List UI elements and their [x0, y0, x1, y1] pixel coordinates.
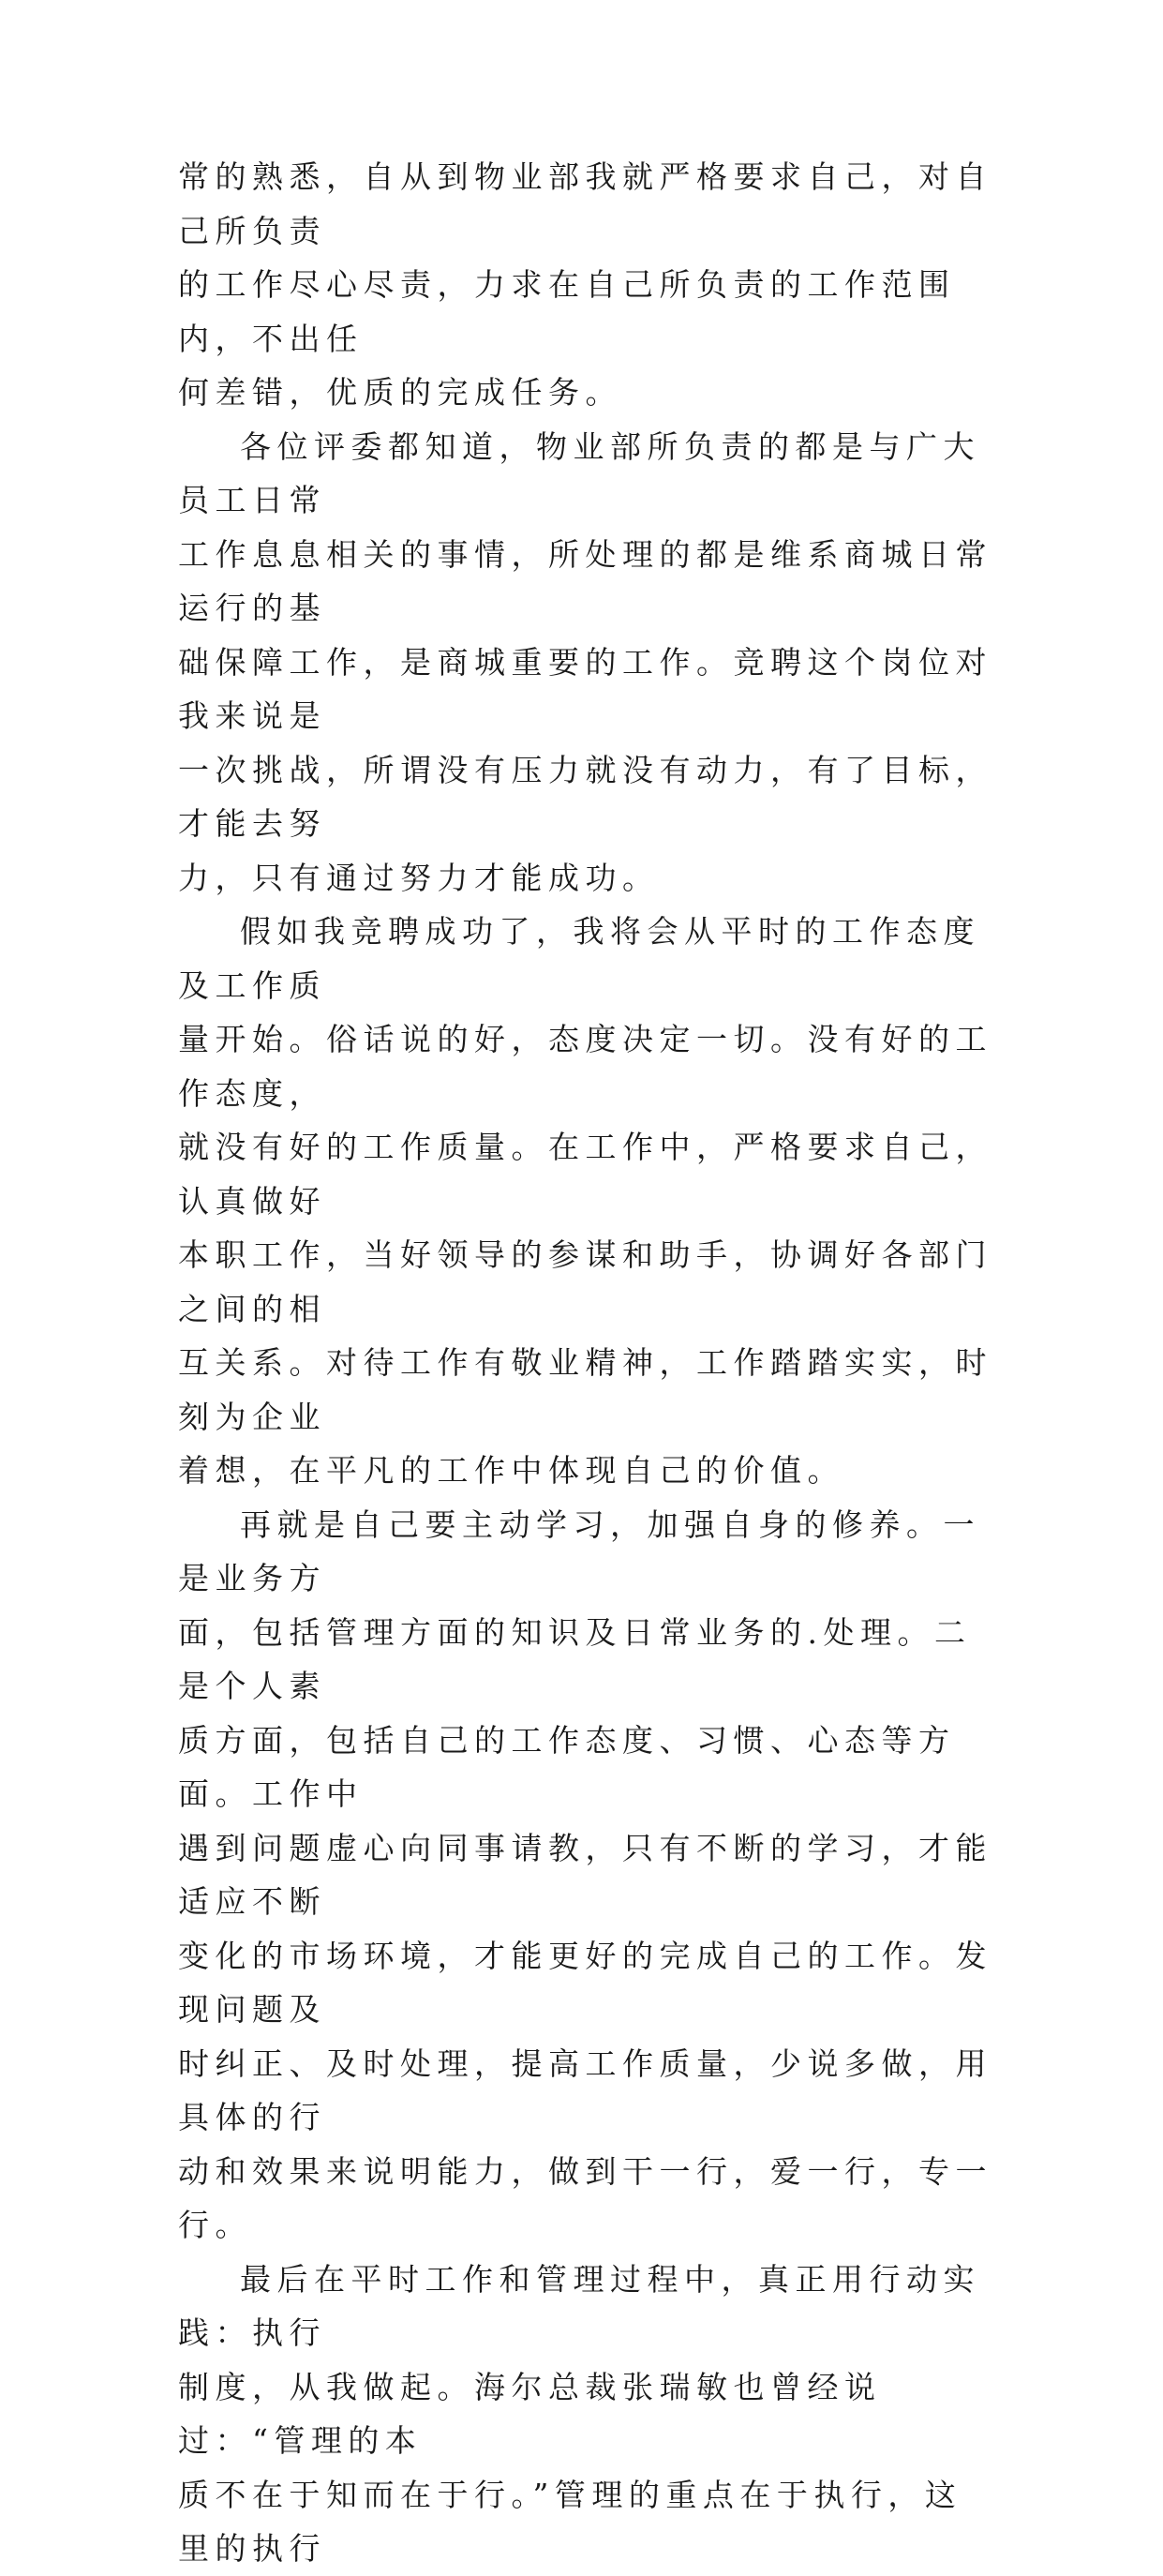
paragraph-4: 再就是自己要主动学习，加强自身的修养。一是业务方 面，包括管理方面的知识及日常业务的.处理。二是个人素 质方面，包括自己的工作态度、习惯、心态等方面。工作中 遇到问题虚心向同事请教，只有不断的学习，才能适应不断 变化的市场环境，才能更好的完成自己的工作。发现问题及 时纠正、及时处理，提高工作质量，少说多做，用具体的行 动和效果来说明能力，做到干一行，爱一行，专一行。 — [178, 1505, 992, 2243]
paragraph-5: 最后在平时工作和管理过程中，真正用行动实践：执行 制度，从我做起。海尔总裁张瑞敏也曾经说过：“管理的本 质不在于知而在于行。”管理的重点在于执行，这里的执行 — [178, 2260, 980, 2567]
paragraph-3: 假如我竞聘成功了，我将会从平时的工作态度及工作质 量开始。俗话说的好，态度决定一切。没有好的工作态度， 就没有好的工作质量。在工作中，严格要求自己，认真做好 本职工作，当好领导的参谋和助手，协调好各部门之间的相 互关系。对待工作有敬业精神，工作踏踏实实，时刻为企业 着想，在平凡的工作中体现自己的价值。 — [178, 913, 992, 1489]
paragraph-1: 常的熟悉，自从到物业部我就严格要求自己，对自己所负责 的工作尽心尽责，力求在自己所负责的工作范围内，不出任 何差错，优质的完成任务。 — [178, 158, 992, 411]
paragraph-2: 各位评委都知道，物业部所负责的都是与广大员工日常 工作息息相关的事情，所处理的都是维系商城日常运行的基 础保障工作，是商城重要的工作。竞聘这个岗位对我来说是 一次挑战，所谓没有压力就没有动力，有了目标，才能去努 力，只有通过努力才能成功。 — [178, 427, 992, 896]
document-body — [178, 150, 993, 2576]
